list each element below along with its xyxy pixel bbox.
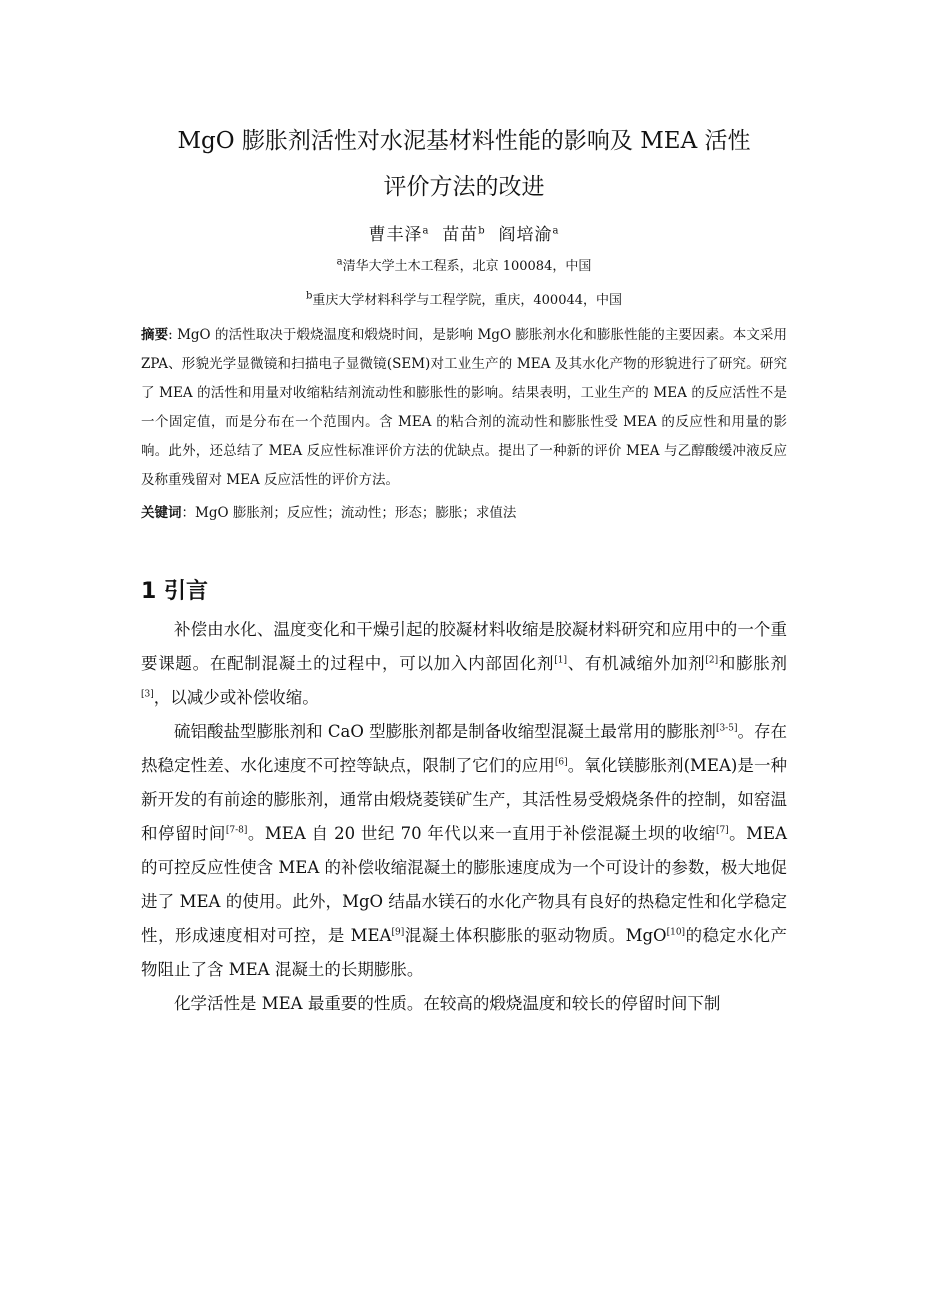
abstract-label: 摘要 — [141, 327, 169, 343]
citation-ref[interactable]: [7-8] — [225, 825, 248, 836]
affiliation-text: 重庆大学材料科学与工程学院，重庆，400044，中国 — [312, 293, 623, 308]
paragraph-text: 、有机减缩外加剂 — [566, 654, 706, 673]
author-mark: b — [478, 225, 486, 237]
author-mark: a — [422, 225, 430, 237]
abstract-text: : MgO 的活性取决于煅烧温度和煅烧时间，是影响 MgO 膨胀剂水化和膨胀性能的主要因素。本文采用 ZPA、形貌光学显微镜和扫描电子显微镜(SEM)对工业生产的 MEA 及其水化产物的形貌进行了研究。研究了 MEA 的活性和用量对收缩粘结剂流动性和膨胀性的影响。结果表明，工业生产的 MEA 的反应活性不是一个固定值，而是分布在一个范围内。含 MEA 的粘合剂的流动性和膨胀性受 MEA 的反应性和用量的影响。此外，还总结了 MEA 反应性标准评价方法的优缺点。提出了一种新的评价 MEA 与乙醇酸缓冲液反应及称重残留对 MEA 反应活性的评价方法。 — [141, 327, 787, 488]
citation-ref[interactable]: [9] — [391, 927, 405, 938]
paragraph-text: 硫铝酸盐型膨胀剂和 CaO 型膨胀剂都是制备收缩型混凝土最常用的膨胀剂 — [174, 722, 716, 741]
citation-ref[interactable]: [7] — [715, 825, 729, 836]
author-name: 曹丰泽 — [368, 225, 423, 245]
affiliation — [141, 291, 787, 311]
citation-ref[interactable]: [1] — [554, 655, 567, 666]
paragraph-text: 。存在热稳定性差、水化速度不可控等缺点，限制了它们的应用 — [141, 722, 787, 775]
citation-ref[interactable]: [2] — [705, 655, 719, 666]
affiliation-mark: b — [305, 290, 313, 302]
paragraph-text: 和膨胀剂 — [718, 654, 788, 673]
body-text — [141, 613, 787, 1021]
body-paragraph — [141, 613, 787, 715]
keywords-text: ：MgO 膨胀剂；反应性；流动性；形态；膨胀；求值法 — [181, 505, 517, 521]
paper-page — [141, 118, 787, 1021]
body-paragraph — [141, 987, 787, 1021]
paragraph-text: 化学活性是 MEA 最重要的性质。在较高的煅烧温度和较长的停留时间下制 — [174, 994, 721, 1013]
keywords — [141, 499, 787, 528]
affiliation — [141, 257, 787, 277]
keywords-label: 关键词 — [141, 505, 182, 521]
paper-title — [141, 118, 787, 210]
paragraph-text: 的稳定水化产物阻止了含 MEA 混凝土的长期膨胀。 — [141, 926, 788, 979]
affiliation-text: 清华大学土木工程系，北京 100084，中国 — [342, 259, 592, 274]
body-paragraph — [141, 715, 787, 987]
section-heading: 1 引言 — [141, 579, 208, 604]
citation-ref[interactable]: [6] — [554, 757, 568, 768]
paragraph-text: 。MEA 的可控反应性使含 MEA 的补偿收缩混凝土的膨胀速度成为一个可设计的参数，极大地促进了 MEA 的使用。此外，MgO 结晶水镁石的水化产物具有良好的热稳定性和化学稳定性，形成速度相对可控，是 MEA — [141, 824, 788, 945]
paragraph-text: ，以减少或补偿收缩。 — [153, 688, 319, 707]
author-list — [141, 220, 787, 245]
title-line-1: MgO 膨胀剂活性对水泥基材料性能的影响及 MEA 活性 — [177, 128, 751, 154]
abstract — [141, 321, 787, 495]
title-line-2: 评价方法的改进 — [383, 174, 545, 200]
paragraph-text: 。氧化镁膨胀剂(MEA)是一种新开发的有前途的膨胀剂，通常由煅烧菱镁矿生产，其活性易受煅烧条件的控制，如窑温和停留时间 — [141, 756, 788, 843]
citation-ref[interactable]: [3-5] — [715, 723, 738, 734]
citation-ref[interactable]: [10] — [666, 927, 686, 938]
author-name: 苗苗 — [442, 225, 479, 245]
author-name: 阎培渝 — [498, 225, 553, 245]
paragraph-text: 补偿由水化、温度变化和干燥引起的胶凝材料收缩是胶凝材料研究和应用中的一个重要课题。在配制混凝土的过程中，可以加入内部固化剂 — [141, 620, 787, 673]
citation-ref[interactable]: [3] — [141, 689, 154, 700]
paragraph-text: 。MEA 自 20 世纪 70 年代以来一直用于补偿混凝土坝的收缩 — [247, 824, 716, 843]
paragraph-text: 混凝土体积膨胀的驱动物质。MgO — [404, 926, 667, 945]
author-mark: a — [552, 225, 560, 237]
affiliation-mark: a — [336, 256, 343, 268]
